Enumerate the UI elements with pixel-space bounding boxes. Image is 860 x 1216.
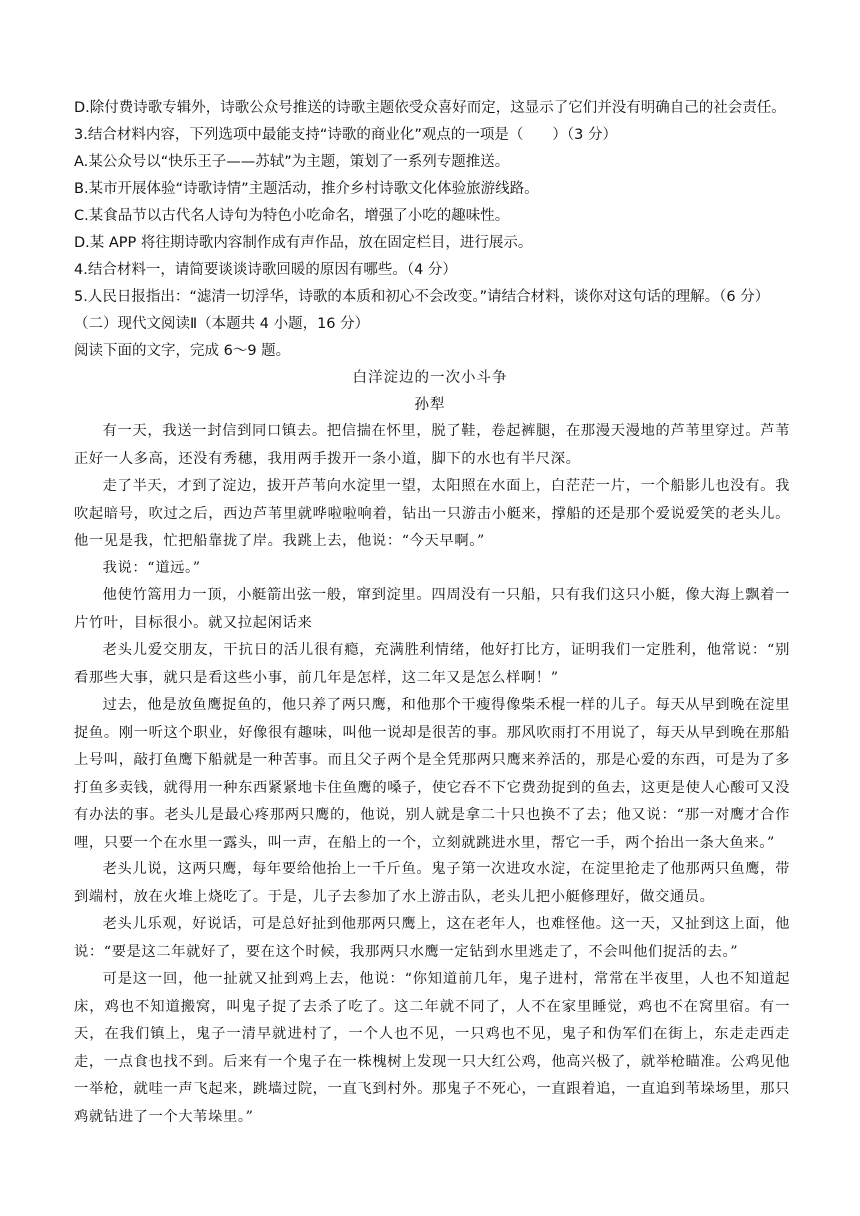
article-paragraph: 他使竹篙用力一顶，小艇箭出弦一般，窜到淀里。四周没有一只船，只有我们这只小艇，像大海上飘着一片竹叶，目标很小。就又拉起闲话来: [74, 587, 790, 631]
article-author: 孙犁: [414, 397, 446, 413]
article-paragraph: 走了半天，才到了淀边，拔开芦苇向水淀里一望，太阳照在水面上，白茫茫一片，一个船影儿也没有。我吹起暗号，吹过之后，西边芦苇里就哗啦啦响着，钻出一只游击小艇来，撑船的还是那个爱说爱笑的老头儿。他一见是我，忙把船靠拢了岸。我跳上去，他说：“今天早啊。”: [74, 478, 790, 549]
question-3-option-c: C.某食品节以古代名人诗句为特色小吃命名，增强了小吃的趣味性。: [74, 208, 510, 224]
article-paragraph: 可是这一回，他一扯就又扯到鸡上去，他说：“你知道前几年，鬼子进村，常常在半夜里，人也不知道起床，鸡也不知道搬窝，叫鬼子捉了去杀了吃了。这二年就不同了，人不在家里睡觉，鸡也不在窝里宿。有一天，在我们镇上，鬼子一清早就进村了，一个人也不见，一只鸡也不见，鬼子和伪军们在街上，东走走西走走，一点食也找不到。后来有一个鬼子在一株槐树上发现一只大红公鸡，他高兴极了，就举枪瞄准。公鸡见他一举枪，就哇一声飞起来，跳墙过院，一直飞到村外。那鬼子不死心，一直跟着追，一直追到苇垛场里，那只鸡就钻进了一个大苇垛里。”: [74, 971, 790, 1125]
article-paragraph: 老头儿乐观，好说话，可是总好扯到他那两只鹰上，这在老年人，也难怪他。这一天，又扯到这上面，他说：“要是这二年就好了，要在这个时候，我那两只水鹰一定钻到水里逃走了，不会叫他们捉活的去。”: [74, 916, 790, 960]
option-d-prev: D.除付费诗歌专辑外，诗歌公众号推送的诗歌主题依受众喜好而定，这显示了它们并没有明确自己的社会责任。: [74, 100, 786, 116]
article-paragraph: 老头儿爱交朋友，干抗日的活儿很有瘾，充满胜利情绪，他好打比方，证明我们一定胜利，他常说：“别看那些大事，就只是看这些小事，前几年是怎样，这二年又是怎么样啊！”: [74, 642, 790, 686]
article-paragraph: 过去，他是放鱼鹰捉鱼的，他只养了两只鹰，和他那个干瘦得像柴禾棍一样的儿子。每天从早到晚在淀里捉鱼。刚一听这个职业，好像很有趣味，叫他一说却是很苦的事。那风吹雨打不用说了，每天从早到晚在那船上号叫，敲打鱼鹰下船就是一种苦事。而且父子两个是全凭那两只鹰来养活的，那是心爱的东西，可是为了多打鱼多卖钱，就得用一种东西紧紧地卡住鱼鹰的嗓子，使它吞不下它费劲捉到的鱼去，这更是使人心酸可又没有办法的事。老头儿是最心疼那两只鹰的，他说，别人就是拿二十只也换不了去；他又说：“那一对鹰才合作哩，只要一个在水里一露头，叫一声，在船上的一个，立刻就跳进水里，帮它一手，两个抬出一条大鱼来。”: [74, 697, 790, 851]
question-3-stem: 3.结合材料内容，下列选项中最能支持“诗歌的商业化”观点的一项是（ ）（3 分）: [74, 127, 617, 143]
article-paragraph: 老头儿说，这两只鹰，每年要给他抬上一千斤鱼。鬼子第一次进攻水淀，在淀里抢走了他那两只鱼鹰，带到端村，放在火堆上烧吃了。于是，儿子去参加了水上游击队，老头儿把小艇修理好，做交通员。: [74, 861, 790, 905]
section-heading: （二）现代文阅读Ⅱ（本题共 4 小题，16 分）: [74, 316, 370, 332]
article-paragraph: 有一天，我送一封信到同口镇去。把信揣在怀里，脱了鞋，卷起裤腿，在那漫天漫地的芦苇里穿过。芦苇正好一人多高，还没有秀穗，我用两手拨开一条小道，脚下的水也有半尺深。: [74, 423, 790, 467]
question-5: 5.人民日报指出：“滤清一切浮华，诗歌的本质和初心不会改变。”请结合材料，谈你对这句话的理解。（6 分）: [74, 289, 770, 305]
article-title: 白洋淀边的一次小斗争: [352, 370, 508, 386]
article-paragraph: 我说：“道远。”: [102, 560, 201, 576]
reading-instruction: 阅读下面的文字，完成 6～9 题。: [74, 343, 291, 359]
question-3-option-a: A.某公众号以“快乐王子——苏轼”为主题，策划了一系列专题推送。: [74, 154, 510, 170]
question-4: 4.结合材料一，请简要谈谈诗歌回暖的原因有哪些。（4 分）: [74, 262, 457, 278]
question-3-option-b: B.某市开展体验“诗歌诗情”主题活动，推介乡村诗歌文化体验旅游线路。: [74, 181, 539, 197]
question-3-option-d: D.某 APP 将往期诗歌内容制作成有声作品，放在固定栏目，进行展示。: [74, 235, 533, 251]
